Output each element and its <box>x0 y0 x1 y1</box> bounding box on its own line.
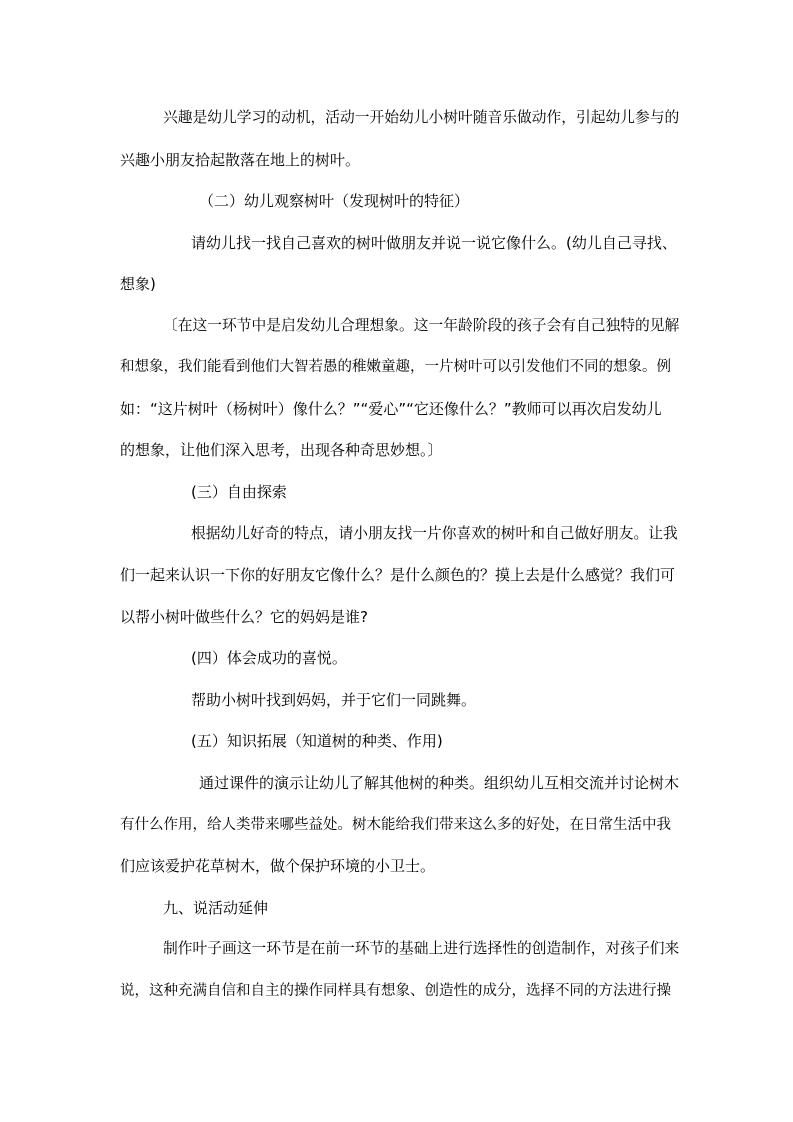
paragraph-line: 想象) <box>120 275 156 293</box>
paragraph-line: 如：“这片树叶（杨树叶）像什么？”“爱心”“它还像什么？”教师可以再次启发幼儿 <box>120 400 662 418</box>
paragraph-line: 制作叶子画这一环节是在前一环节的基础上进行选择性的创造制作，对孩子们来 <box>163 940 680 957</box>
section-heading: （二）幼儿观察树叶（发现树叶的特征） <box>199 192 470 210</box>
paragraph-line: 和想象，我们能看到他们大智若愚的稚嫩童趣，一片树叶可以引发他们不同的想象。例 <box>120 359 671 375</box>
paragraph-line: 说，这种充满自信和自主的操作同样具有想象、创造性的成分，选择不同的方法进行操 <box>120 983 671 999</box>
section-heading: 九、说活动延伸 <box>163 899 269 917</box>
paragraph-line: 通过课件的演示让幼儿了解其他树的种类。组织幼儿互相交流并讨论树木 <box>199 774 680 792</box>
paragraph-line: 有什么作用，给人类带来哪些益处。树木能给我们带来这么多的好处，在日常生活中我 <box>120 817 671 833</box>
section-heading: (三）自由探索 <box>191 483 287 501</box>
paragraph-line: 以帮小树叶做些什么？它的妈妈是谁? <box>120 608 368 626</box>
paragraph-line: 们应该爱护花草树木，做个保护环境的小卫士。 <box>120 857 436 875</box>
section-heading: (五）知识拓展（知道树的种类、作用) <box>191 732 443 750</box>
paragraph-line: 帮助小树叶找到妈妈，并于它们一同跳舞。 <box>191 691 477 709</box>
paragraph-line: 兴趣小朋友拾起散落在地上的树叶。 <box>120 151 361 169</box>
section-heading: (四）体会成功的喜悦。 <box>191 649 347 667</box>
paragraph-line: 兴趣是幼儿学习的动机，活动一开始幼儿小树叶随音乐做动作，引起幼儿参与的 <box>163 109 680 126</box>
paragraph-line: 〔在这一环节中是启发幼儿合理想象。这一年龄阶段的孩子会有自己独特的见解 <box>163 317 680 334</box>
paragraph-line: 的想象，让他们深入思考，出现各种奇思妙想。〕 <box>120 441 443 459</box>
paragraph-line: 请幼儿找一找自己喜欢的树叶做朋友并说一说它像什么。(幼儿自己寻找、 <box>191 234 677 252</box>
paragraph-line: 根据幼儿好奇的特点，请小朋友找一片你喜欢的树叶和自己做好朋友。让我 <box>191 525 678 542</box>
paragraph-line: 们一起来认识一下你的好朋友它像什么？是什么颜色的？摸上去是什么感觉？我们可 <box>120 566 676 584</box>
